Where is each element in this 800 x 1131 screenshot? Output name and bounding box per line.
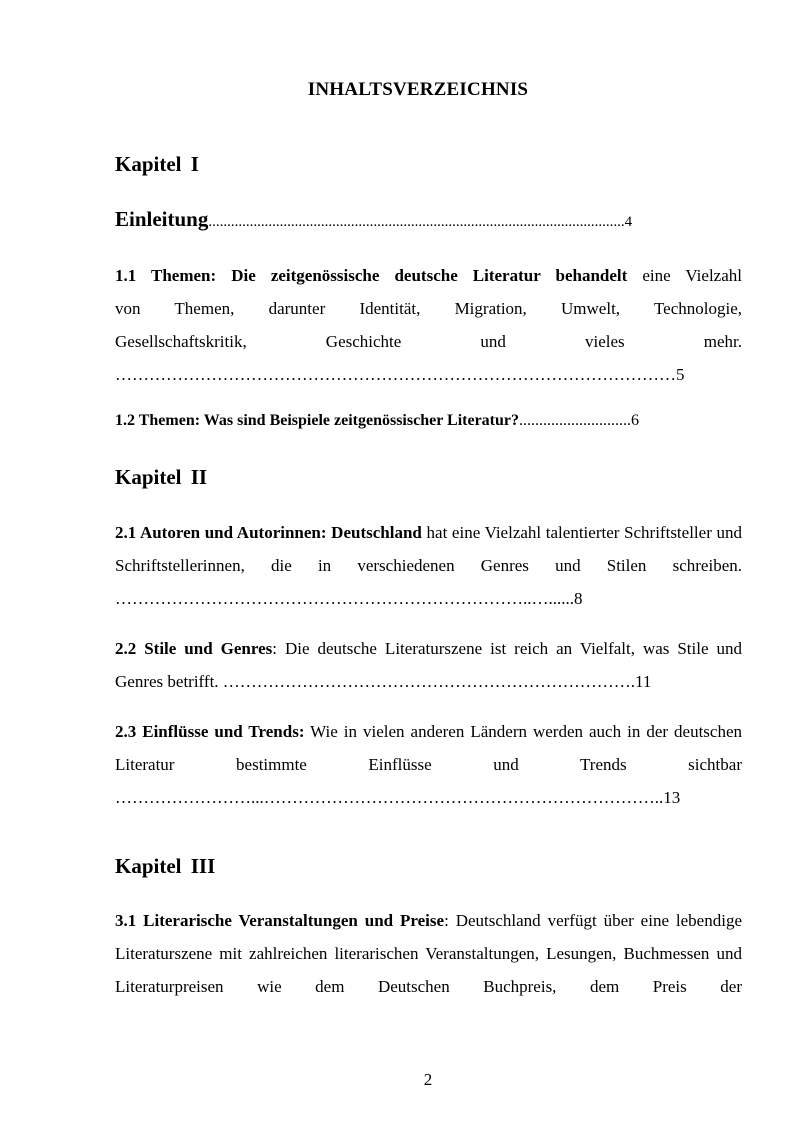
- einleitung-page: 4: [624, 214, 633, 230]
- entry-2-2-heading: 2.2 Stile und Genres: [115, 639, 273, 658]
- entry-3-1-heading: 3.1 Literarische Veranstaltungen und Preise: [115, 911, 445, 930]
- toc-entry-2-3: [115, 715, 742, 781]
- entry-1-2-dots: ............................6: [519, 412, 639, 429]
- entry-2-1-text: hat eine Vielzahl talentierter Schriftsteller und Schriftstellerinnen, die in verschiedenen Genres und Stilen schreiben. ………………………………………………………………..…......8: [115, 523, 742, 608]
- entry-3-1-text: : Deutschland verfügt über eine lebendige Literaturszene mit zahlreichen literarischen Veranstaltungen, Lesungen, Buchmessen und Literaturpreisen wie dem Deutschen Buchpreis, dem Preis der: [115, 911, 742, 996]
- page-number: 2: [423, 1070, 433, 1089]
- einleitung-label: Einleitung: [115, 207, 209, 231]
- entry-2-3-line3: ……………………...……………………………………………………………..13: [115, 788, 681, 807]
- entry-2-1-heading: 2.1 Autoren und Autorinnen: Deutschland: [115, 523, 422, 542]
- entry-1-1-line2: von Themen, darunter Identität, Migration, Umwelt, Technologie,: [115, 299, 742, 318]
- entry-1-1-line4: ………………………………………………………………………………………5: [115, 365, 685, 384]
- entry-2-2-text: : Die deutsche Literaturszene ist reich an Vielfalt, was Stile und Genres betrifft. ……………………………………………………………….11: [115, 639, 742, 691]
- entry-1-1-line1: eine Vielzahl: [627, 266, 742, 285]
- entry-1-1-line3: Gesellschaftskritik, Geschichte und vieles mehr.: [115, 332, 742, 351]
- chapter-2-heading: Kapitel II: [115, 465, 208, 489]
- toc-entry-2-1: [115, 516, 742, 615]
- chapter-3-heading: Kapitel III: [115, 854, 216, 878]
- entry-1-1-heading: 1.1 Themen: Die zeitgenössische deutsche Literatur behandelt: [115, 266, 628, 285]
- entry-1-2-heading: 1.2 Themen: Was sind Beispiele zeitgenössischer Literatur?: [115, 412, 519, 429]
- toc-entry-3-1: [115, 904, 742, 1003]
- entry-2-3-text: Wie in vielen anderen Ländern werden auch in der deutschen Literatur bestimmte Einflüsse und Trends sichtbar: [115, 722, 742, 774]
- einleitung-dots: ...............................................................................................................: [208, 214, 625, 230]
- chapter-1-heading: Kapitel I: [115, 152, 199, 176]
- toc-title: INHALTSVERZEICHNIS: [307, 79, 529, 100]
- toc-entry-einleitung: [115, 207, 632, 232]
- toc-entry-2-2: [115, 632, 742, 698]
- toc-entry-1-1: [115, 259, 742, 292]
- toc-entry-1-2: [115, 412, 639, 430]
- entry-2-3-heading: 2.3 Einflüsse und Trends:: [115, 722, 305, 741]
